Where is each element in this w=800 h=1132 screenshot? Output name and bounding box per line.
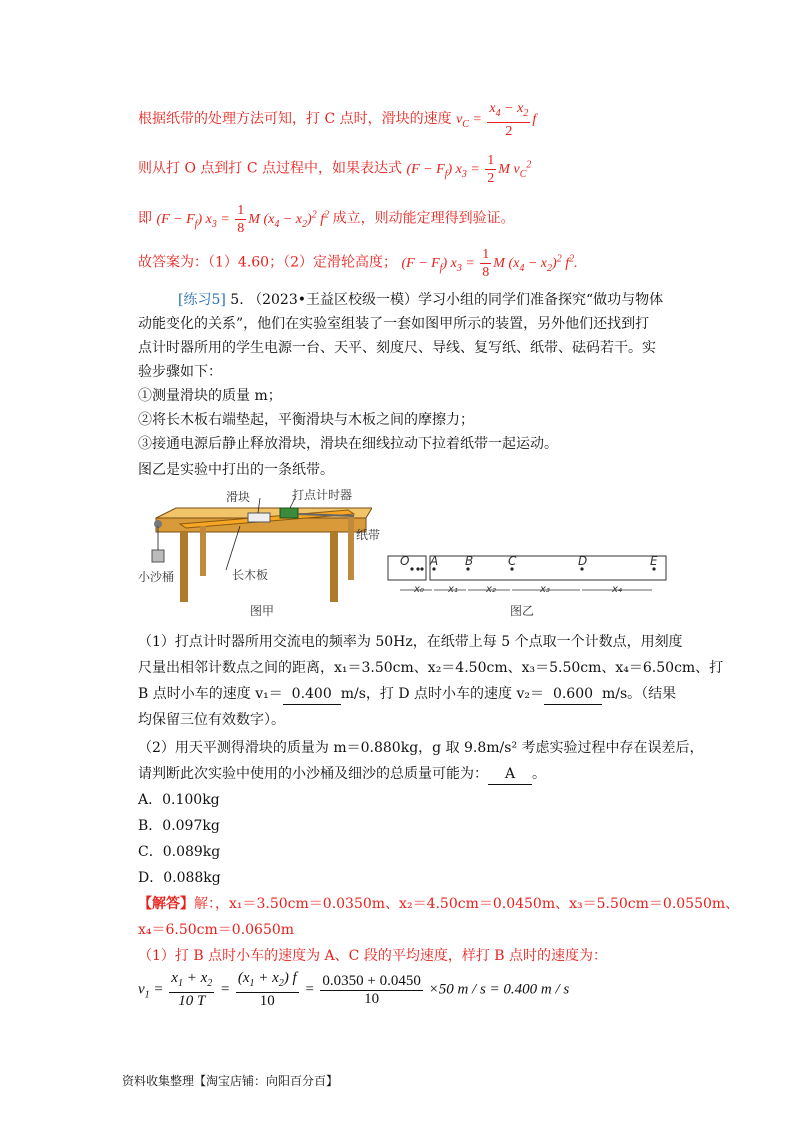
answer-blank-v1: 0.400 (283, 684, 341, 705)
q2-text-2a: 请判断此次实验中使用的小沙桶及细沙的总质量可能为： (138, 766, 488, 782)
answer-blank-v2: 0.600 (544, 684, 602, 705)
label-timer: 打点计时器 (292, 488, 353, 502)
solution-text-2: 则从打 O 点到打 C 点过程中，如果表达式 (138, 160, 402, 177)
exercise-tag: [练习5] (178, 292, 226, 308)
label-bucket: 小沙桶 (138, 570, 175, 584)
q2-line-2 (138, 764, 546, 785)
solution-line-1 (138, 100, 536, 140)
solution-text-3a: 即 (138, 210, 152, 227)
solution-line-3 (138, 202, 515, 237)
kinetic-expression: $(F - F_f)$ $x_3$ = $\frac{1}{2}$ M $v_C^2$ (406, 153, 532, 186)
velocity-formula: $v_C$ = $\frac{x_4 - x_2}{2}$ f (456, 101, 537, 139)
step-1: ①测量滑块的质量 m； (138, 388, 282, 404)
q1-line-4: 均保留三位有效数字）。 (138, 712, 285, 728)
q1-text-3c: m/s。（结果 (602, 686, 677, 702)
solution-text-1: 根据纸带的处理方法可知，打 C 点时，滑块的速度 (138, 111, 452, 128)
label-slider: 滑块 (226, 490, 251, 504)
label-tape: 纸带 (356, 528, 381, 542)
q1-line-3 (138, 684, 676, 705)
tape-seg-x3: x₃ (540, 584, 550, 595)
tape-point-d: D (578, 554, 588, 568)
q1-text-3a: B 点时小车的速度 v₁＝ (138, 686, 283, 702)
answer-text-1: 解：，x₁＝3.50cm＝0.0350m、x₂＝4.50cm＝0.0450m、x₃＝5.50cm＝0.0550m、 (194, 896, 740, 912)
caption-figure-b: 图乙 (510, 604, 535, 618)
answer-blank-mass: A (488, 764, 532, 785)
tape-seg-x4: x₄ (612, 584, 622, 595)
exercise-intro-3: 点计时器所用的学生电源一台、天平、刻度尺、导线、复写纸、纸带、砝码若干。实 (138, 340, 656, 356)
exercise-intro-2: 动能变化的关系”，他们在实验室组装了一套如图甲所示的装置，另外他们还找到打 (138, 316, 650, 332)
solution-line-4 (138, 246, 578, 281)
q1-text-3b: m/s，打 D 点时小车的速度 v₂＝ (340, 686, 544, 702)
q1-line-1: （1）打点计时器所用交流电的频率为 50Hz，在纸带上每 5 个点取一个计数点，用刻度 (138, 634, 683, 650)
exercise-intro-4: 验步骤如下： (138, 364, 222, 380)
footer-note: 资料收集整理【淘宝店铺：向阳百分百】 (122, 1074, 339, 1088)
q2-text-2b: 。 (532, 766, 546, 782)
tape-seg-x1: x₁ (448, 584, 458, 595)
solution-text-3b: 成立，则动能定理得到验证。 (332, 210, 515, 227)
option-b: B．0.097kg (138, 818, 220, 834)
work-energy-formula: $(F - F_f)$ $x_3$ = $\frac{1}{8}$ M $(x_4 - x_2)^2$ $f^2$ (156, 203, 330, 236)
answer-line-2: x₄＝6.50cm＝0.0650m (138, 922, 295, 938)
tape-seg-x0: x₀ (414, 584, 424, 595)
q2-line-1: （2）用天平测得滑块的质量为 m＝0.880kg，g 取 9.8m/s² 考虑实验过程中存在误差后， (138, 740, 704, 756)
tape-seg-x2: x₂ (486, 584, 496, 595)
tape-point-e: E (650, 554, 658, 568)
answer-line-3: （1）打 B 点时小车的速度为 A、C 段的平均速度，样打 B 点时的速度为： (138, 948, 608, 964)
q1-line-2: 尺量出相邻计数点之间的距离，x₁＝3.50cm、x₂＝4.50cm、x₃＝5.50cm、x₄＝6.50cm、打 (138, 660, 724, 676)
answer-formula-tail: ×50 m / s = 0.400 m / s (428, 981, 570, 998)
tape-point-b: B (465, 554, 474, 568)
tape-point-c: C (508, 554, 517, 568)
step-3: ③接通电源后静止释放滑块，滑块在细线拉动下拉着纸带一起运动。 (138, 436, 558, 452)
option-c: C．0.089kg (138, 844, 221, 860)
answer-formula: $(F - F_f)$ $x_3$ = $\frac{1}{8}$ M $(x_4 - x_2)^2$ $f^2$. (401, 247, 578, 280)
tape-figure (386, 550, 668, 600)
tape-point-a: A (430, 554, 439, 568)
option-a: A．0.100kg (138, 792, 220, 808)
exercise-intro-1 (178, 290, 663, 310)
label-board: 长木板 (232, 568, 269, 582)
tape-point-o: O (400, 554, 410, 568)
answer-formula-v1: $v_1$ = $\frac{x_1 + x_2}{10 T}$ = $\frac{(x_1 + x_2) f}{10}$ = $\frac{0.0350 + 0.0450}{10}$ ×50 m / s = 0.400 m / s (138, 970, 570, 1009)
answer-tag: 【解答】 (138, 896, 194, 912)
solution-line-2 (138, 152, 531, 187)
option-d: D．0.088kg (138, 870, 221, 886)
exercise-intro-text-1: 5. （2023•王益区校级一模）学习小组的同学们准备探究“做功与物体 (225, 292, 664, 308)
step-4: 图乙是实验中打出的一条纸带。 (138, 462, 334, 478)
apparatus-figure (140, 486, 372, 616)
answer-line-1 (138, 894, 739, 914)
answer-summary: 故答案为：（1）4.60；（2）定滑轮高度； (138, 254, 397, 271)
caption-figure-a: 图甲 (250, 604, 275, 618)
step-2: ②将长木板右端垫起，平衡滑块与木板之间的摩擦力； (138, 412, 474, 428)
